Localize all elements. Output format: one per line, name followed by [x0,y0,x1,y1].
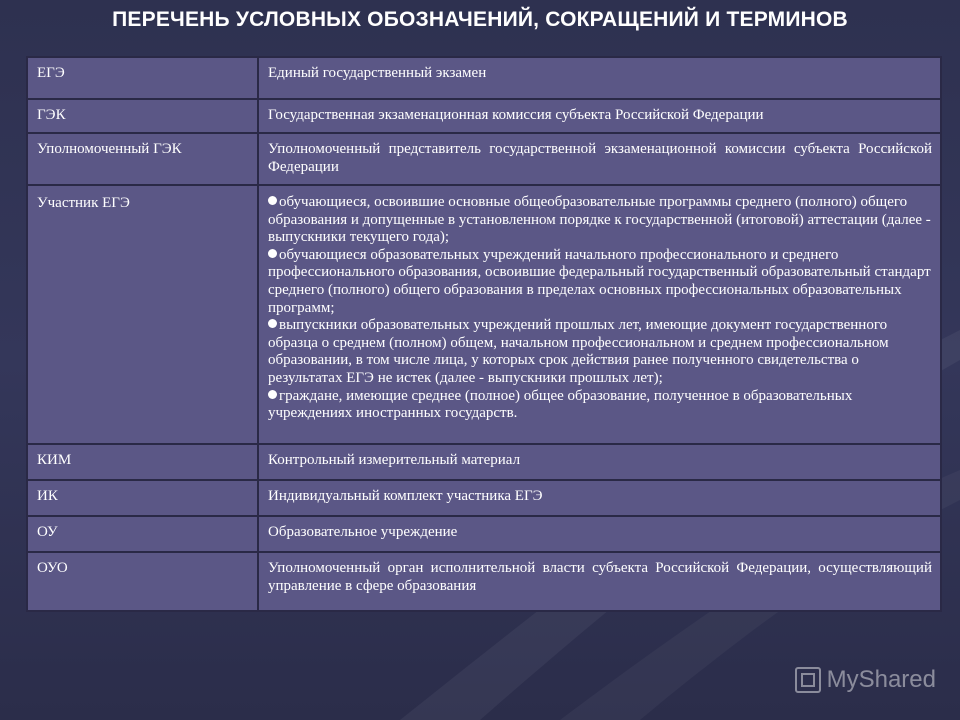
definition-cell: Уполномоченный орган исполнительной власти субъекта Российской Федерации, осуществляющий управление в сфере образования [258,552,941,611]
term-cell: ОУ [27,516,258,552]
table-row [27,57,941,99]
table-row [27,133,941,185]
term-cell: Участник ЕГЭ [27,185,258,444]
watermark-text: MyShared [826,666,936,693]
term-cell: ЕГЭ [27,57,258,99]
term-cell: Уполномоченный ГЭК [27,133,258,185]
table-row [27,552,941,611]
term-cell: ГЭК [27,99,258,133]
definition-cell: Единый государственный экзамен [258,57,941,99]
list-item [268,317,932,387]
table-row [27,516,941,552]
table-row [27,99,941,133]
list-item-text: выпускники образовательных учреждений прошлых лет, имеющие документ государственного образца о среднем (полном) общем, начальном профессиональном и среднем профессиональном образовании, в том числе лица, у которых срок действия ранее полученного свидетельства о результатах ЕГЭ не истек (далее - выпускники прошлых лет); [268,317,889,386]
term-cell: КИМ [27,444,258,480]
definition-cell: Образовательное учреждение [258,516,941,552]
terms-table [26,56,942,612]
definition-cell: Государственная экзаменационная комиссия субъекта Российской Федерации [258,99,941,133]
definition-cell: Контрольный измерительный материал [258,444,941,480]
term-cell: ОУО [27,552,258,611]
table-row [27,480,941,516]
list-item [268,247,932,317]
bullet-icon [268,249,277,258]
page-title: ПЕРЕЧЕНЬ УСЛОВНЫХ ОБОЗНАЧЕНИЙ, СОКРАЩЕНИЙ И ТЕРМИНОВ [112,8,848,31]
list-item [268,388,932,423]
watermark [795,666,936,694]
table-row [27,444,941,480]
bullet-icon [268,390,277,399]
list-item-text: обучающиеся образовательных учреждений начального профессионального и среднего профессионального образования, освоившие федеральный государственный образовательный стандарт среднего (полного) общего образования в пределах основных профессиональных образовательных программ; [268,246,931,316]
bullet-icon [268,196,277,205]
list-item-text: обучающиеся, освоившие основные общеобразовательные программы среднего (полного) общего образования и допущенные в установленном порядке к государственной (итоговой) аттестации (далее - выпускники текущего года); [268,194,931,246]
definition-cell [258,185,941,444]
table-row [27,185,941,444]
list-item-text: граждане, имеющие среднее (полное) общее образование, полученное в образовательных учреждениях иностранных государств. [268,387,853,422]
definition-cell: Индивидуальный комплект участника ЕГЭ [258,480,941,516]
definition-cell: Уполномоченный представитель государственной экзаменационной комиссии субъекта Российской Федерации [258,133,941,185]
myshared-logo-icon [795,667,821,693]
list-item [268,194,932,247]
term-cell: ИК [27,480,258,516]
bullet-icon [268,319,277,328]
